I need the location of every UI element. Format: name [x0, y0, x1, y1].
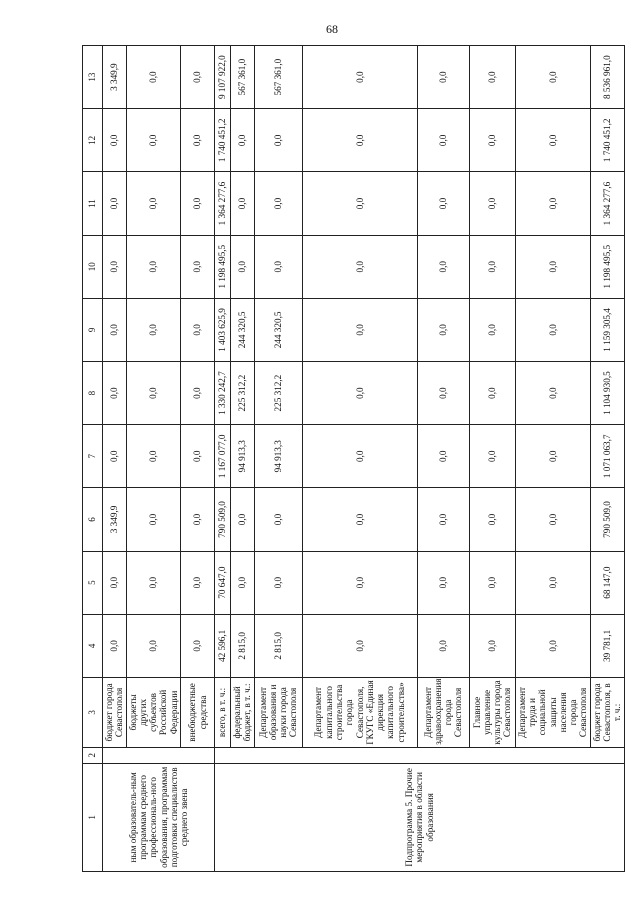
rotated-table-wrapper: [82, 0, 623, 872]
value-cell: 0,0: [302, 298, 417, 361]
value-cell: 0,0: [126, 551, 180, 614]
value-cell: 1 364 277,6: [590, 172, 624, 235]
value-cell: 42 596,1: [215, 614, 231, 677]
header-cell: 7: [83, 425, 103, 488]
value-cell: 1 403 625,9: [215, 298, 231, 361]
funding-source-cell: бюджет города Севастополя: [103, 677, 127, 747]
header-cell: 9: [83, 298, 103, 361]
value-cell: 1 167 077,0: [215, 425, 231, 488]
value-cell: 0,0: [126, 46, 180, 109]
value-cell: 0,0: [181, 551, 215, 614]
value-cell: 0,0: [469, 614, 515, 677]
value-cell: 0,0: [126, 488, 180, 551]
value-cell: 0,0: [231, 109, 255, 172]
value-cell: 0,0: [417, 235, 469, 298]
value-cell: 0,0: [103, 551, 127, 614]
header-cell: 1: [83, 763, 103, 871]
value-cell: 0,0: [302, 172, 417, 235]
value-cell: 0,0: [181, 362, 215, 425]
value-cell: 0,0: [302, 46, 417, 109]
budget-table: [82, 45, 625, 872]
value-cell: 9 107 922,0: [215, 46, 231, 109]
value-cell: 0,0: [181, 109, 215, 172]
value-cell: 0,0: [181, 235, 215, 298]
value-cell: 0,0: [417, 551, 469, 614]
value-cell: 1 198 495,5: [215, 235, 231, 298]
empty-col2-cell: [215, 747, 625, 763]
value-cell: 0,0: [469, 46, 515, 109]
funding-source-cell: Департамент капитального строительства города Севастополя, ГКУГС «Единая дирекция капитального строительства»: [302, 677, 417, 747]
funding-source-cell: Главное управление культуры города Севастополя: [469, 677, 515, 747]
value-cell: 1 159 305,4: [590, 298, 624, 361]
funding-source-cell: федеральный бюджет, в т. ч.:: [231, 677, 255, 747]
value-cell: 0,0: [103, 362, 127, 425]
value-cell: 1 740 451,2: [590, 109, 624, 172]
value-cell: 1 071 063,7: [590, 425, 624, 488]
value-cell: 0,0: [515, 488, 590, 551]
value-cell: 0,0: [515, 298, 590, 361]
value-cell: 0,0: [254, 172, 302, 235]
value-cell: 790 509,0: [215, 488, 231, 551]
value-cell: 0,0: [181, 488, 215, 551]
value-cell: 94 913,3: [231, 425, 255, 488]
value-cell: 0,0: [126, 362, 180, 425]
value-cell: 0,0: [231, 488, 255, 551]
value-cell: 0,0: [469, 235, 515, 298]
value-cell: 244 320,5: [254, 298, 302, 361]
header-cell: 5: [83, 551, 103, 614]
value-cell: 790 509,0: [590, 488, 624, 551]
value-cell: 1 198 495,5: [590, 235, 624, 298]
value-cell: 0,0: [515, 551, 590, 614]
value-cell: 0,0: [103, 235, 127, 298]
value-cell: 0,0: [302, 109, 417, 172]
value-cell: 0,0: [231, 172, 255, 235]
value-cell: 0,0: [515, 614, 590, 677]
value-cell: 0,0: [515, 362, 590, 425]
value-cell: 0,0: [469, 488, 515, 551]
value-cell: 94 913,3: [254, 425, 302, 488]
value-cell: 3 349,9: [103, 488, 127, 551]
value-cell: 0,0: [126, 614, 180, 677]
value-cell: 0,0: [302, 551, 417, 614]
header-cell: 12: [83, 109, 103, 172]
value-cell: 0,0: [515, 46, 590, 109]
value-cell: 0,0: [417, 46, 469, 109]
value-cell: 0,0: [126, 235, 180, 298]
value-cell: 0,0: [515, 235, 590, 298]
value-cell: 2 815,0: [231, 614, 255, 677]
value-cell: 0,0: [103, 425, 127, 488]
value-cell: 0,0: [469, 551, 515, 614]
value-cell: 0,0: [302, 488, 417, 551]
value-cell: 0,0: [515, 425, 590, 488]
value-cell: 39 781,1: [590, 614, 624, 677]
value-cell: 0,0: [417, 109, 469, 172]
value-cell: 0,0: [302, 425, 417, 488]
funding-source-cell: бюджеты других субъектов Российской Федерации: [126, 677, 180, 747]
funding-source-cell: Департамент труда и социальной защиты населения города Севастополя: [515, 677, 590, 747]
header-cell: 3: [83, 677, 103, 747]
value-cell: 0,0: [126, 172, 180, 235]
header-cell: 10: [83, 235, 103, 298]
value-cell: 225 312,2: [254, 362, 302, 425]
value-cell: 2 815,0: [254, 614, 302, 677]
value-cell: 0,0: [417, 362, 469, 425]
value-cell: 3 349,9: [103, 46, 127, 109]
program-label: ным образователь-ным программам среднего профессиональ-ного образования, программам подготовки специалистов среднего звена: [103, 763, 215, 871]
value-cell: 0,0: [254, 109, 302, 172]
funding-source-cell: внебюджетные средства: [181, 677, 215, 747]
value-cell: 0,0: [469, 172, 515, 235]
header-cell: 11: [83, 172, 103, 235]
value-cell: 0,0: [126, 109, 180, 172]
value-cell: 0,0: [103, 614, 127, 677]
value-cell: 8 536 961,0: [590, 46, 624, 109]
table-row: [103, 46, 127, 872]
value-cell: 244 320,5: [231, 298, 255, 361]
value-cell: 0,0: [417, 614, 469, 677]
value-cell: 0,0: [302, 235, 417, 298]
header-row: [83, 46, 103, 872]
value-cell: 0,0: [302, 614, 417, 677]
value-cell: 0,0: [231, 235, 255, 298]
value-cell: 0,0: [417, 488, 469, 551]
funding-source-cell: Департамент здравоохранения города Севастополя: [417, 677, 469, 747]
header-cell: 8: [83, 362, 103, 425]
value-cell: 0,0: [181, 172, 215, 235]
value-cell: 0,0: [181, 425, 215, 488]
table-row: [215, 46, 231, 872]
page-number: 68: [326, 22, 338, 36]
value-cell: 0,0: [469, 362, 515, 425]
header-cell: 6: [83, 488, 103, 551]
value-cell: 0,0: [417, 425, 469, 488]
value-cell: 0,0: [103, 298, 127, 361]
value-cell: 0,0: [469, 298, 515, 361]
value-cell: 1 364 277,6: [215, 172, 231, 235]
value-cell: 0,0: [254, 488, 302, 551]
value-cell: 0,0: [515, 109, 590, 172]
value-cell: 225 312,2: [231, 362, 255, 425]
header-cell: 13: [83, 46, 103, 109]
value-cell: 0,0: [181, 46, 215, 109]
value-cell: 0,0: [181, 298, 215, 361]
empty-col2-cell: [103, 747, 215, 763]
value-cell: 1 330 242,7: [215, 362, 231, 425]
value-cell: 0,0: [126, 425, 180, 488]
value-cell: 0,0: [417, 172, 469, 235]
value-cell: 0,0: [515, 172, 590, 235]
value-cell: 0,0: [254, 551, 302, 614]
value-cell: 1 104 930,5: [590, 362, 624, 425]
value-cell: 567 361,0: [231, 46, 255, 109]
value-cell: 0,0: [302, 362, 417, 425]
value-cell: 0,0: [103, 109, 127, 172]
value-cell: 68 147,0: [590, 551, 624, 614]
funding-source-cell: Департамент образования и науки города Севастополя: [254, 677, 302, 747]
value-cell: 0,0: [469, 425, 515, 488]
funding-source-cell: всего, в т. ч.:: [215, 677, 231, 747]
subprogram-label: Подпрограмма 5. Прочие мероприятия в области образования: [215, 763, 625, 871]
value-cell: 70 647,0: [215, 551, 231, 614]
value-cell: 1 740 451,2: [215, 109, 231, 172]
funding-source-cell: бюджет города Севастополя, в т. ч.:: [590, 677, 624, 747]
header-cell: 4: [83, 614, 103, 677]
value-cell: 0,0: [126, 298, 180, 361]
value-cell: 567 361,0: [254, 46, 302, 109]
header-cell: 2: [83, 747, 103, 763]
value-cell: 0,0: [181, 614, 215, 677]
value-cell: 0,0: [469, 109, 515, 172]
value-cell: 0,0: [231, 551, 255, 614]
value-cell: 0,0: [417, 298, 469, 361]
value-cell: 0,0: [103, 172, 127, 235]
value-cell: 0,0: [254, 235, 302, 298]
